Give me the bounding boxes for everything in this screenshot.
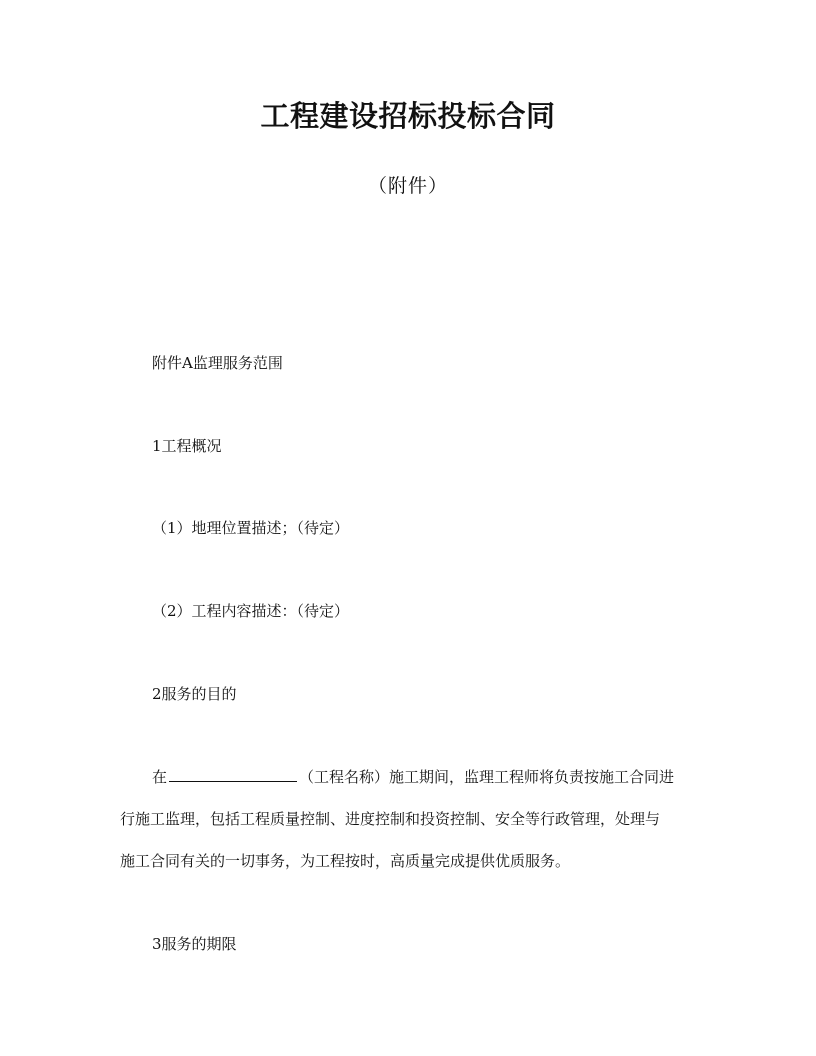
document-title: 工程建设招标投标合同 — [260, 99, 556, 133]
annex-heading: 附件A监理服务范围 — [152, 354, 283, 372]
project-item-1: （1）地理位置描述；（待定） — [152, 519, 350, 537]
purpose-paragraph-line-2: 行施工监理，包括工程质量控制、进度控制和投资控制、安全等行政管理，处理与 — [120, 810, 661, 828]
section-1-heading: 1工程概况 — [152, 437, 222, 455]
project-name-blank — [169, 766, 297, 782]
purpose-paragraph-line-1 — [152, 766, 674, 788]
purpose-paragraph-prefix: 在 — [152, 768, 168, 786]
purpose-paragraph-line-3: 施工合同有关的一切事务，为工程按时，高质量完成提供优质服务。 — [120, 852, 571, 870]
project-item-2: （2）工程内容描述：（待定） — [152, 602, 350, 620]
purpose-paragraph-line-1-text: （工程名称）施工期间，监理工程师将负责按施工合同进 — [299, 768, 675, 786]
section-3-heading: 3服务的期限 — [152, 935, 237, 953]
document-subtitle: （附件） — [367, 175, 448, 197]
section-2-heading: 2服务的目的 — [152, 685, 237, 703]
